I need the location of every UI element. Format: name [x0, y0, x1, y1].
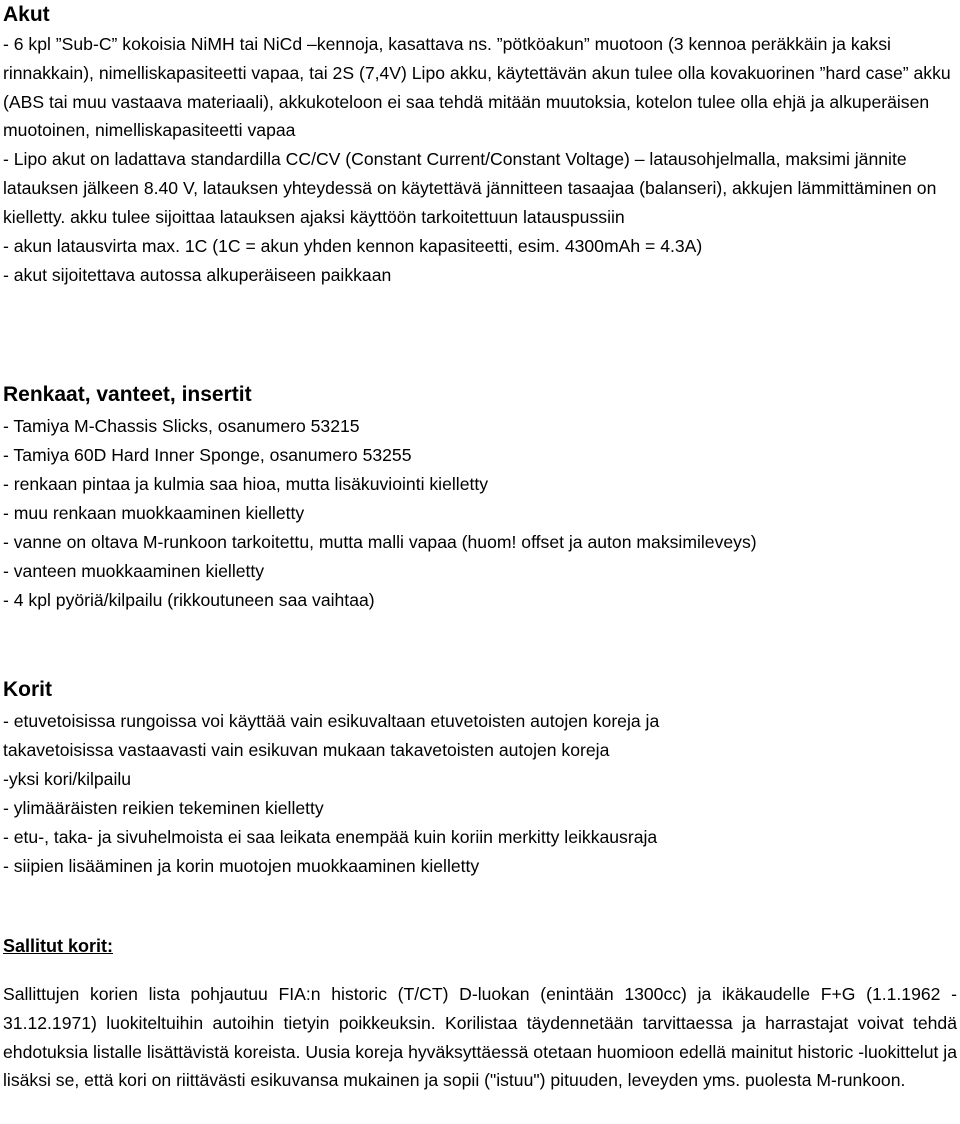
list-item: takavetoisissa vastaavasti vain esikuvan mukaan takavetoisten autojen koreja: [3, 740, 610, 760]
list-item: - muu renkaan muokkaaminen kielletty: [3, 503, 305, 523]
section-renkaat: [3, 382, 957, 615]
section-akut: [3, 0, 957, 290]
akut-line-4: - akut sijoitettava autossa alkuperäiseen paikkaan: [3, 264, 392, 285]
section-title-akut: Akut: [3, 3, 50, 26]
list-item: - etuvetoisissa rungoissa voi käyttää vain esikuvaltaan etuvetoisten autojen koreja ja: [3, 711, 660, 731]
akut-paragraph-2: - Lipo akut on ladattava standardilla CC/CV (Constant Current/Constant Voltage) – latausohjelmalla, maksimi jännite latauksen jälkeen 8.40 V, latauksen yhteydessä on käytettävä jännitteen tasaajaa (balanseri), akkujen lämmittäminen on kielletty. akku tulee sijoittaa latauksen ajaksi käyttöön tarkoitettuun latauspussiin: [3, 149, 937, 227]
section-title-korit: Korit: [3, 678, 52, 701]
list-item: - Tamiya M-Chassis Slicks, osanumero 53215: [3, 416, 360, 436]
sallitut-paragraph: Sallittujen korien lista pohjautuu FIA:n historic (T/CT) D-luokan (enintään 1300cc) ja ikäkaudelle F+G (1.1.1962 - 31.12.1971) luokiteltuihin autoihin tietyin poikkeuksin. Korilistaa täydennetään tarvittaessa ja harrastajat voivat tehdä ehdotuksia listalle lisättävistä koreista. Uusia koreja hyväksyttäessä otetaan huomioon edellä mainitut historic -luokittelut ja lisäksi se, että kori on riittävästi esikuvansa mukainen ja sopii ("istuu") pituuden, leveyden yms. puolesta M-runkoon.: [3, 984, 957, 1091]
list-item: - vanteen muokkaaminen kielletty: [3, 561, 265, 581]
section-title-sallitut: Sallitut korit:: [3, 936, 114, 956]
list-item: - vanne on oltava M-runkoon tarkoitettu, mutta malli vapaa (huom! offset ja auton maksimileveys): [3, 532, 757, 552]
list-item: - 4 kpl pyöriä/kilpailu (rikkoutuneen saa vaihtaa): [3, 590, 375, 610]
list-item: - Tamiya 60D Hard Inner Sponge, osanumero 53255: [3, 445, 412, 465]
list-item: - ylimääräisten reikien tekeminen kielletty: [3, 798, 324, 818]
list-item: -yksi kori/kilpailu: [3, 769, 132, 789]
list-item: - etu-, taka- ja sivuhelmoista ei saa leikata enempää kuin koriin merkitty leikkausraja: [3, 827, 658, 847]
akut-paragraph-1: - 6 kpl ”Sub-C” kokoisia NiMH tai NiCd –kennoja, kasattava ns. ”pötköakun” muotoon (3 kennoa peräkkäin ja kaksi rinnakkain), nimelliskapasiteetti vapaa, tai 2S (7,4V) Lipo akku, käytettävän akun tulee olla kovakuorinen ”hard case” akku (ABS tai muu vastaava materiaali), akkukoteloon ei saa tehdä mitään muutoksia, kotelon tulee olla ehjä ja alkuperäisen muotoinen, nimelliskapasiteetti vapaa: [3, 34, 951, 141]
akut-line-3: - akun latausvirta max. 1C (1C = akun yhden kennon kapasiteetti, esim. 4300mAh = 4.3A): [3, 235, 703, 256]
section-sallitut: [3, 932, 957, 1095]
list-item: - siipien lisääminen ja korin muotojen muokkaaminen kielletty: [3, 856, 480, 876]
section-korit: [3, 677, 957, 881]
list-item: - renkaan pintaa ja kulmia saa hioa, mutta lisäkuviointi kielletty: [3, 474, 489, 494]
section-title-renkaat: Renkaat, vanteet, insertit: [3, 383, 252, 406]
